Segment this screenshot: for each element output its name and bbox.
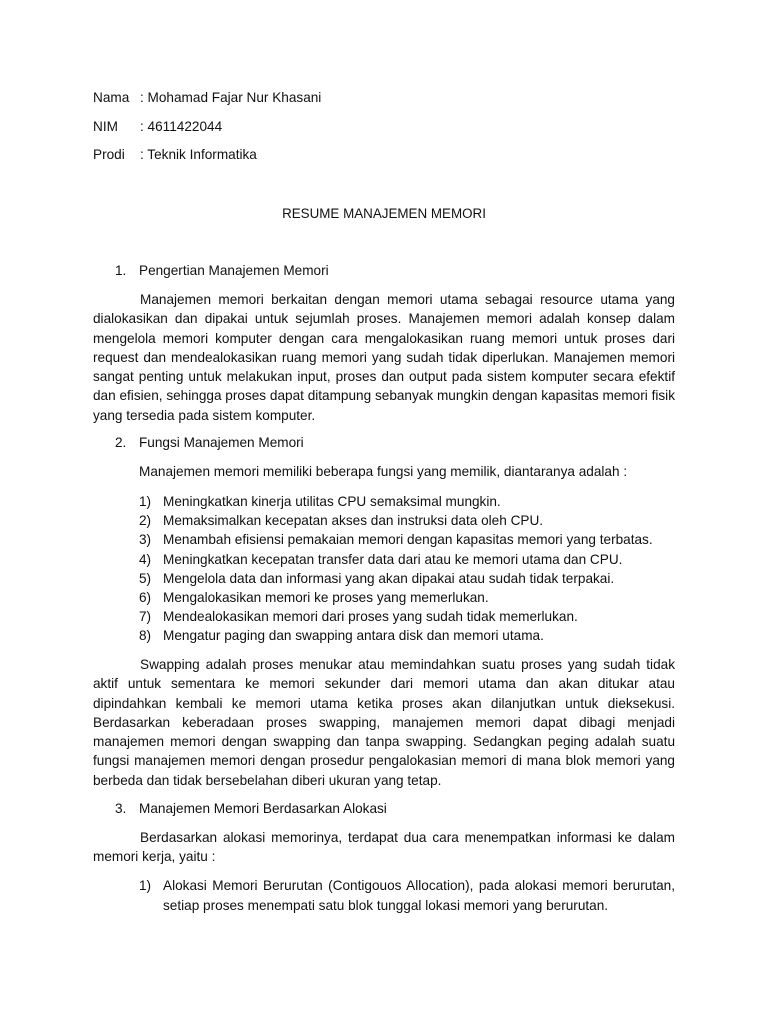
- list-number: 7): [139, 609, 152, 625]
- section-title: Manajemen Memori Berdasarkan Alokasi: [139, 801, 387, 816]
- allocation-item: [139, 876, 675, 915]
- section-number: 1.: [115, 263, 127, 278]
- list-item: [139, 492, 653, 511]
- function-list: [139, 492, 653, 646]
- section-number: 3.: [115, 801, 127, 816]
- list-text: Mengalokasikan memori ke proses yang memerlukan.: [163, 590, 489, 606]
- paragraph-alokasi: Berdasarkan alokasi memorinya, terdapat dua cara menempatkan informasi ke dalam memori kerja, yaitu :: [93, 830, 675, 865]
- list-text: Meningkatkan kinerja utilitas CPU semaksimal mungkin.: [163, 494, 501, 509]
- list-text: Mengelola data dan informasi yang akan dipakai atau sudah tidak terpakai.: [163, 570, 615, 586]
- info-value: : 4611422044: [140, 119, 223, 134]
- info-row-nim: [93, 118, 222, 136]
- list-number: 2): [139, 513, 152, 529]
- info-key: Nama: [93, 90, 130, 105]
- list-number: 5): [139, 570, 152, 586]
- list-item: [139, 588, 653, 607]
- list-number: 1): [139, 494, 152, 509]
- info-row-nama: [93, 89, 321, 107]
- paragraph-pengertian: Manajemen memori berkaitan dengan memori utama sebagai resource utama yang dialokasikan dan dipakai untuk sejumlah proses. Manajemen memori adalah konsep dalam mengelola memori komputer dengan cara mengalokasikan ruang memori untuk proses dari request dan mendealokasikan ruang memori yang sudah tidak diperlukan. Manajemen memori sangat penting untuk melakukan input, proses dan output pada sistem komputer secara efektif dan efisien, sehingga proses dapat ditampung sebanyak mungkin dengan kapasitas memori fisik yang tersedia pada sistem komputer.: [93, 292, 675, 423]
- list-item: [139, 530, 653, 549]
- section-heading-2: [115, 434, 304, 452]
- list-text: Alokasi Memori Berurutan (Contigouos Allocation), pada alokasi memori berurutan, setiap proses menempati satu blok tunggal lokasi memori yang berurutan.: [163, 878, 675, 913]
- list-number: 1): [139, 878, 152, 893]
- list-number: 4): [139, 551, 152, 567]
- info-key: NIM: [93, 119, 118, 134]
- section-title: Pengertian Manajemen Memori: [139, 263, 329, 278]
- list-item: [139, 511, 653, 530]
- list-item: [139, 569, 653, 588]
- list-number: 3): [139, 532, 152, 548]
- info-value: : Teknik Informatika: [140, 147, 257, 162]
- info-key: Prodi: [93, 147, 125, 162]
- list-text: Memaksimalkan kecepatan akses dan instruksi data oleh CPU.: [163, 513, 544, 529]
- list-text: Mengatur paging dan swapping antara disk dan memori utama.: [163, 628, 544, 644]
- section-heading-3: [115, 800, 387, 818]
- info-row-prodi: [93, 146, 257, 164]
- document-title: RESUME MANAJEMEN MEMORI: [282, 206, 486, 221]
- section-heading-1: [115, 262, 329, 280]
- list-text: Menambah efisiensi pemakaian memori dengan kapasitas memori yang terbatas.: [163, 532, 653, 548]
- section-number: 2.: [115, 435, 127, 450]
- info-value: : Mohamad Fajar Nur Khasani: [140, 90, 322, 105]
- paragraph-fungsi-intro: Manajemen memori memiliki beberapa fungsi yang memilik, diantaranya adalah :: [139, 464, 628, 479]
- list-number: 8): [139, 628, 152, 644]
- list-item: [139, 607, 653, 626]
- list-text: Meningkatkan kecepatan transfer data dari atau ke memori utama dan CPU.: [163, 551, 623, 567]
- section-title: Fungsi Manajemen Memori: [139, 435, 304, 450]
- list-number: 6): [139, 590, 152, 606]
- list-text: Mendealokasikan memori dari proses yang sudah tidak memerlukan.: [163, 609, 578, 625]
- list-item: [139, 550, 653, 569]
- list-item: [139, 626, 653, 645]
- paragraph-swapping: Swapping adalah proses menukar atau memindahkan suatu proses yang sudah tidak aktif untuk sementara ke memori sekunder dari memori utama dan akan ditukar atau dipindahkan kembali ke memori utama ketika proses akan dilanjutkan untuk dieksekusi. Berdasarkan keberadaan proses swapping, manajemen memori dapat dibagi menjadi manajemen memori dengan swapping dan tanpa swapping. Sedangkan peging adalah suatu fungsi manajemen memori dengan prosedur pengalokasian memori di mana blok memori yang berbeda dan tidak bersebelahan diberi ukuran yang tetap.: [93, 657, 675, 788]
